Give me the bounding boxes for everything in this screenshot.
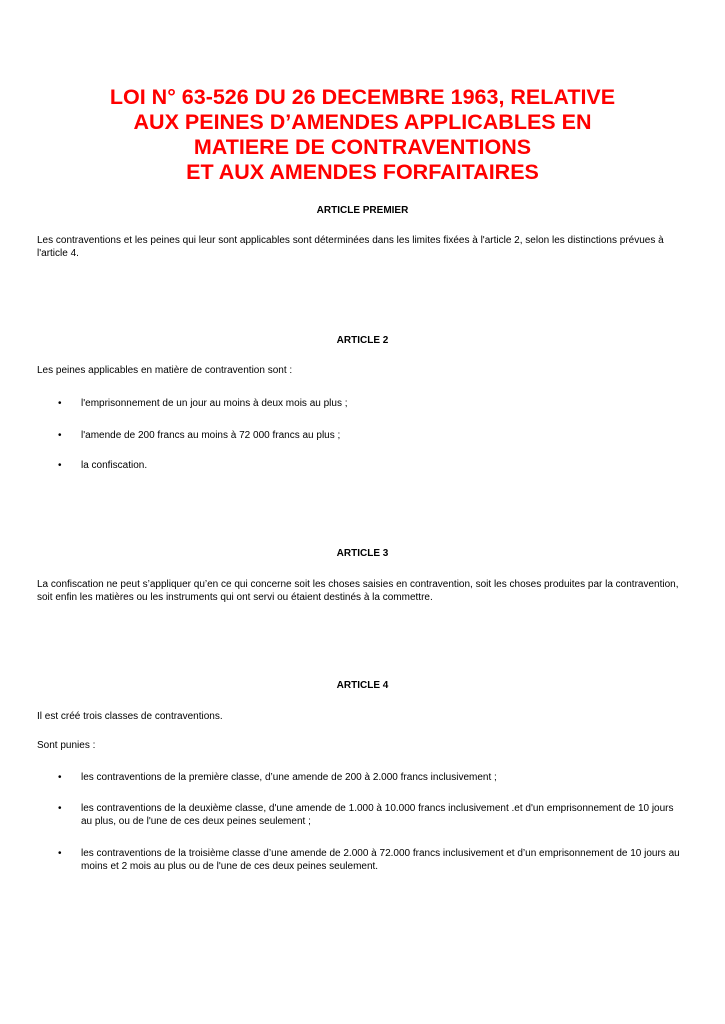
article-3-heading: ARTICLE 3 [336, 548, 389, 559]
bullet-icon: • [58, 398, 62, 409]
title-line-2: AUX PEINES D’AMENDES APPLICABLES EN [133, 110, 592, 134]
bullet-icon: • [58, 430, 62, 441]
title-line-1: LOI N° 63-526 DU 26 DECEMBRE 1963, RELATIVE [109, 85, 616, 109]
list-item [58, 459, 683, 472]
list-item [58, 397, 683, 410]
title-line-4: ET AUX AMENDES FORFAITAIRES [186, 160, 539, 184]
article-1-text: Les contraventions et les peines qui leur sont applicables sont déterminées dans les limites fixées à l'article 2, selon les distinctions prévues à l'article 4. [37, 235, 664, 259]
document-title [0, 85, 725, 185]
bullet-icon: • [58, 460, 62, 471]
list-item-text: les contraventions de la deuxième classe, d'une amende de 1.000 à 10.000 francs inclusivement .et d'un emprisonnement de 10 jours au plus, ou de l'une de ces deux peines seulement ; [81, 803, 674, 827]
article-3-text: La confiscation ne peut s’appliquer qu’en ce qui concerne soit les choses saisies en contravention, soit les choses produites par la contravention, soit enfin les matières ou les instruments qui ont servi ou étaient destinés à la commettre. [37, 579, 679, 603]
list-item-text: la confiscation. [81, 460, 148, 471]
list-item-text: l'amende de 200 francs au moins à 72 000 francs au plus ; [81, 430, 341, 441]
article-4-intro: Il est créé trois classes de contraventions. [37, 711, 223, 722]
article-2-intro: Les peines applicables en matière de contravention sont : [37, 365, 293, 376]
title-line-3: MATIERE DE CONTRAVENTIONS [193, 135, 532, 159]
bullet-icon: • [58, 803, 62, 814]
list-item-text: l'emprisonnement de un jour au moins à deux mois au plus ; [81, 398, 348, 409]
article-4-heading: ARTICLE 4 [336, 680, 389, 691]
bullet-icon: • [58, 772, 62, 783]
list-item [58, 771, 683, 784]
list-item [58, 802, 683, 828]
list-item [58, 429, 683, 442]
article-2-heading: ARTICLE 2 [336, 335, 389, 346]
article-1-heading: ARTICLE PREMIER [316, 205, 409, 216]
list-item-text: les contraventions de la première classe, d’une amende de 200 à 2.000 francs inclusivement ; [81, 772, 497, 783]
list-item [58, 847, 683, 873]
list-item-text: les contraventions de la troisième classe d’une amende de 2.000 à 72.000 francs inclusivement et d’un emprisonnement de 10 jours au moins et 2 mois au plus ou de l'une de ces deux peines seulement. [81, 848, 680, 872]
bullet-icon: • [58, 848, 62, 859]
article-4-sub: Sont punies : [37, 740, 96, 751]
